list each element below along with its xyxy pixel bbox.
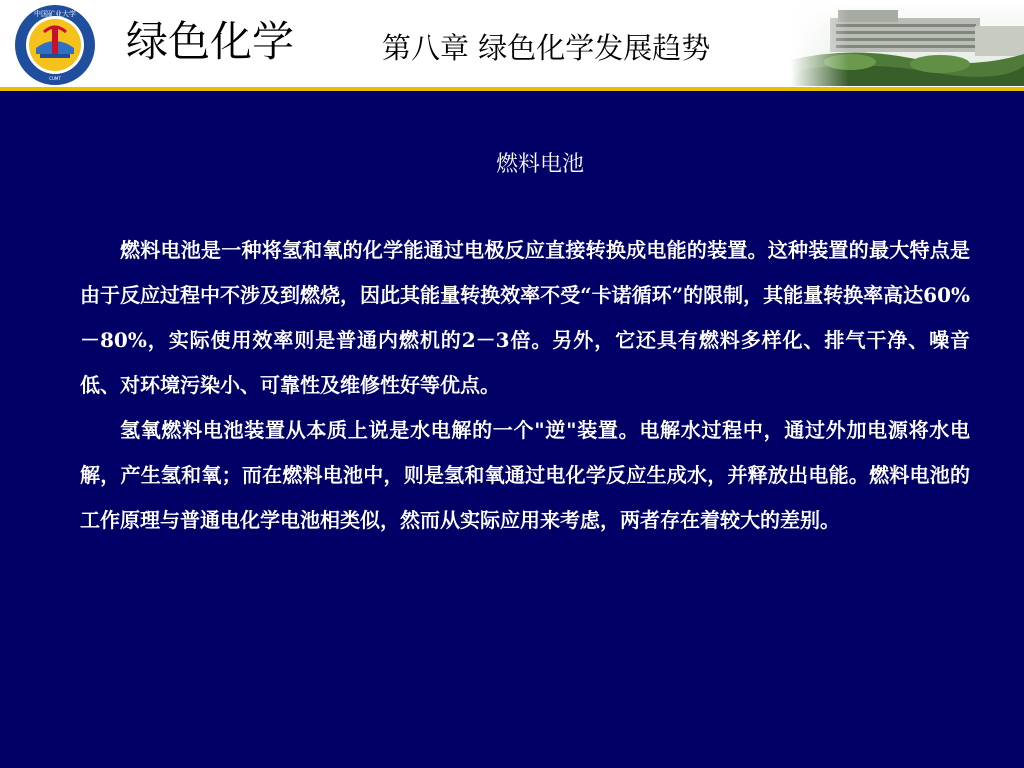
svg-text:中国矿业大学: 中国矿业大学 (34, 10, 76, 18)
svg-text:CUMT: CUMT (49, 76, 61, 81)
slide-header (0, 0, 1024, 90)
header-divider (0, 87, 1024, 91)
paragraph: 氢氧燃料电池装置从本质上说是水电解的一个"逆"装置。电解水过程中，通过外加电源将水电解，产生氢和氧；而在燃料电池中，则是氢和氧通过电化学反应生成水，并释放出电能。燃料电池的工作原理与普通电化学电池相类似，然而从实际应用来考虑，两者存在着较大的差别。 (80, 418, 970, 532)
section-title: 燃料电池 (495, 152, 584, 177)
campus-building-photo (790, 0, 1024, 86)
chapter-title: 第八章 绿色化学发展趋势 (382, 31, 711, 65)
paragraph: 燃料电池是一种将氢和氧的化学能通过电极反应直接转换成电能的装置。这种装置的最大特点是由于反应过程中不涉及到燃烧，因此其能量转换效率不受“卡诺循环”的限制，其能量转换率高达60%－80%，实际使用效率则是普通内燃机的2－3倍。另外，它还具有燃料多样化、排气干净、噪音低、对环境污染小、可靠性及维修性好等优点。 (80, 238, 970, 397)
app-title: 绿色化学 (126, 17, 295, 66)
body-text (80, 228, 970, 543)
university-seal-icon (14, 4, 96, 86)
